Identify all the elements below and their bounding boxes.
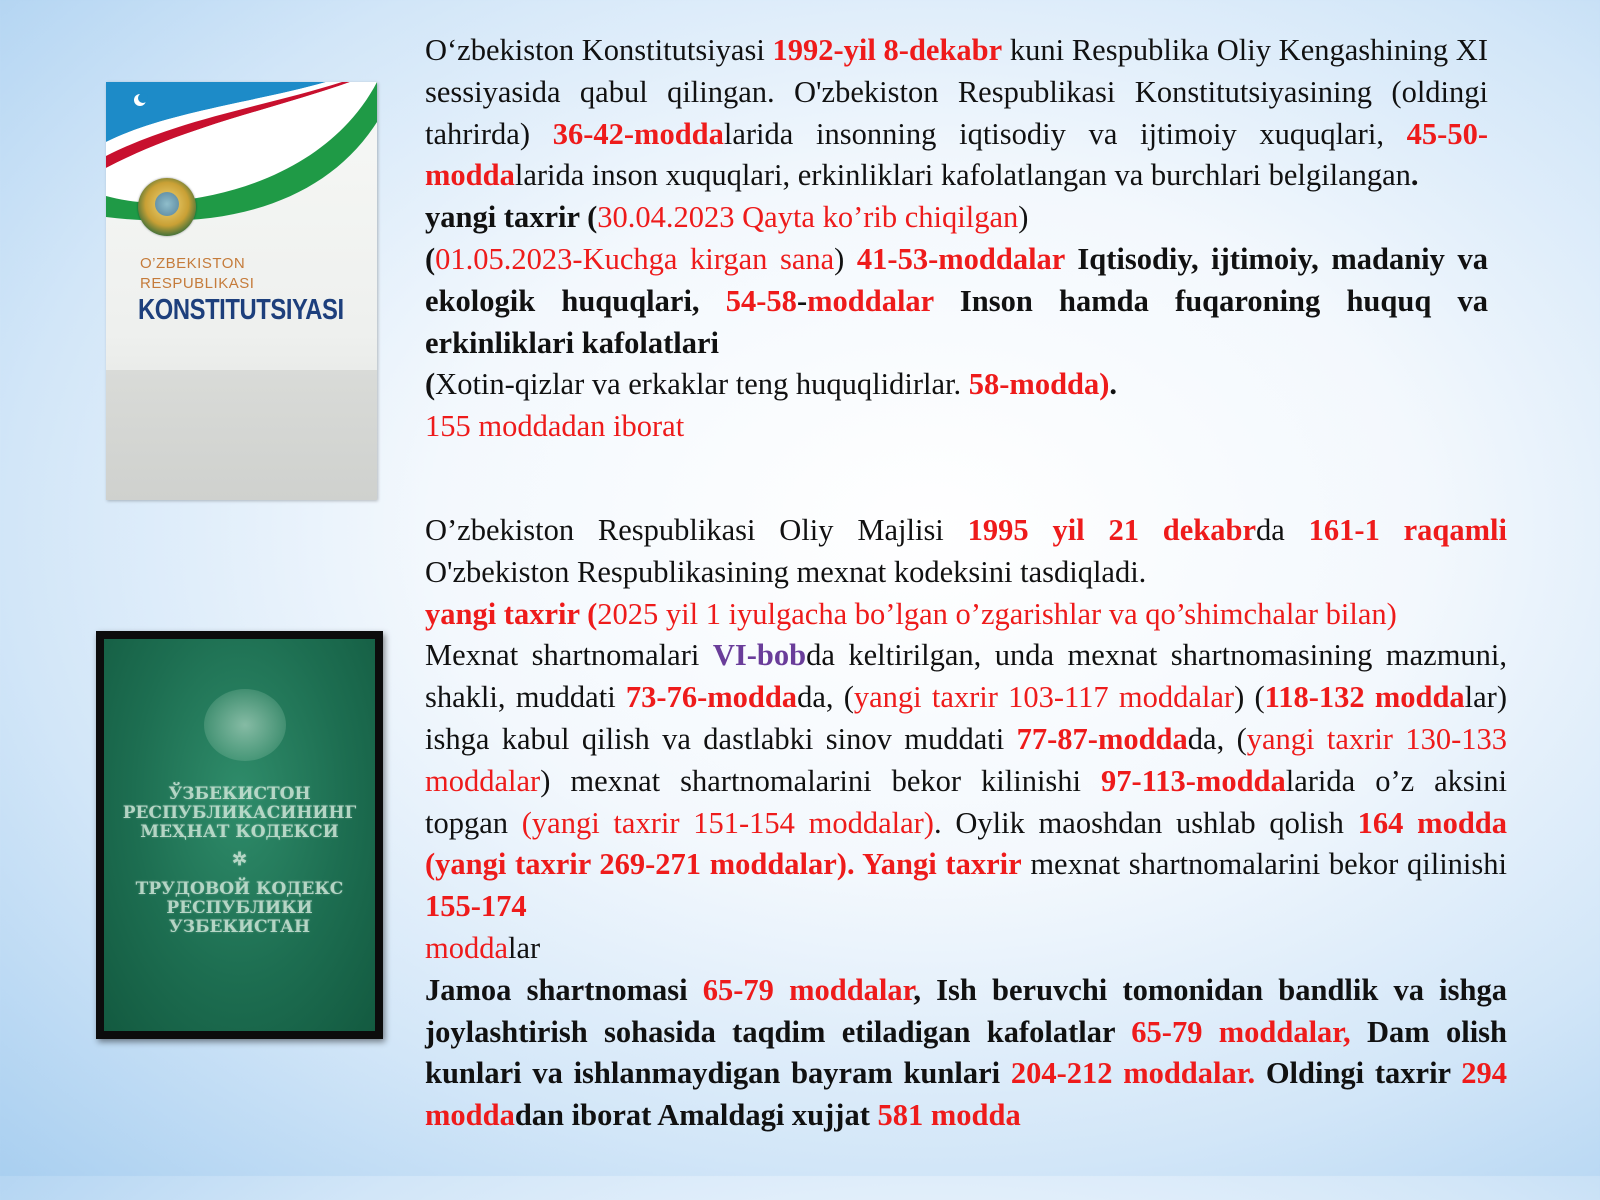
new-edition-articles: (01.05.2023-Kuchga kirgan sana) 41-53-moddalar Iqtisodiy, ijtimoiy, madaniy va ekologik huquqlari, 54-58-moddalar Inson hamda fuqaroning huquq va erkinliklari kafolatlari xyxy=(425,241,1488,360)
new-edition-ref: yangi taxrir 103-117 moddalar xyxy=(853,680,1235,715)
article-ref: 54-58 xyxy=(725,283,797,318)
constitution-paragraph: O‘zbekiston Konstitutsiyasi 1992-yil 8-dekabr kuni Respublika Oliy Kengashining XI sessiyasida qabul qilingan. O'zbekiston Respublikasi Konstitutsiyasining (oldingi tahrirda) 36-42-moddalarida insonning iqtisodiy va ijtimoiy xuquqlari, 45-50-moddalarida inson xuquqlari, erkinliklari kafolatlangan va burchlari belgilangan. xyxy=(425,33,1488,193)
decree-number: 161-1 raqamli xyxy=(1308,513,1507,547)
state-emblem-icon xyxy=(138,178,196,236)
cover-uz-line: МЕҲНАТ КОДЕКСИ xyxy=(140,822,339,842)
article-ref: 155-174 xyxy=(425,889,527,924)
new-edition-ref: (yangi taxrir 151-154 moddalar) xyxy=(521,805,934,840)
cover-line-1: O’ZBEKISTON xyxy=(140,255,246,272)
revision-date: 30.04.2023 Qayta ko’rib chiqilgan xyxy=(597,200,1019,235)
cover-uz-title xyxy=(104,785,375,842)
labor-code-approval: O’zbekiston Respublikasi Oliy Majlisi 1995 yil 21 dekabrda 161-1 raqamli O'zbekiston Respublikasining mexnat kodeksini tasdiqladi. xyxy=(425,513,1507,589)
new-edition-ref: yangi taxrir 130-133 moddalar xyxy=(425,721,1507,798)
labor-new-edition: yangi taxrir (2025 yil 1 iyulgacha bo’lgan o’zgarishlar va qo’shimchalar bilan) xyxy=(425,596,1397,631)
labor-code-cover xyxy=(104,639,375,1031)
article-ref: 58-modda) xyxy=(968,367,1110,402)
cover-line-2: RESPUBLIKASI xyxy=(140,275,255,292)
state-emblem-icon xyxy=(204,689,286,761)
article-ref: 65-79 moddalar xyxy=(702,972,914,1007)
effective-date: 01.05.2023-Kuchga kirgan sana xyxy=(435,241,835,276)
article-ref: 36-42-modda xyxy=(552,116,724,151)
cover-ru-title xyxy=(104,880,375,937)
article-ref: 73-76-modda xyxy=(625,680,798,715)
adoption-date: 1992-yil 8-dekabr xyxy=(772,33,1003,67)
article-ref: 45-50-modda xyxy=(425,116,1488,193)
article-ref: 164 modda (yangi taxrir 269-271 moddalar). Yangi taxrir xyxy=(425,805,1507,882)
flag-graphic xyxy=(106,82,377,282)
article-count: 155 moddadan iborat xyxy=(425,409,685,444)
article-ref: moddalar xyxy=(807,283,934,318)
cover-ru-line: ТРУДОВОЙ КОДЕКС xyxy=(135,879,344,899)
collective-agreement-paragraph: Jamoa shartnomasi 65-79 moddalar, Ish beruvchi tomonidan bandlik va ishga joylashtirish sohasida taqdim etiladigan kafolatlar 65-79 moddalar, Dam olish kunlari va ishlanmaydigan bayram kunlari 204-212 moddalar. Oldingi taxrir 294 moddadan iborat Amaldagi xujjat 581 modda xyxy=(425,972,1508,1133)
new-edition-line: yangi taxrir (30.04.2023 Qayta ko’rib chiqilgan) xyxy=(425,200,1029,235)
constitution-book-image xyxy=(106,82,377,500)
article-ref: 204-212 moddalar. xyxy=(1010,1056,1256,1091)
cover-ru-line: УЗБЕКИСТАН xyxy=(168,917,311,937)
cover-ru-line: РЕСПУБЛИКИ xyxy=(166,898,313,918)
chapter-ref: VI-bob xyxy=(712,638,807,673)
cover-lower-band xyxy=(106,370,377,500)
cover-uz-line: ЎЗБЕКИСТОН xyxy=(168,784,311,804)
article-ref: 77-87-modda xyxy=(1016,721,1188,756)
equality-note: (Xotin-qizlar va erkaklar teng huquqlidirlar. 58-modda). xyxy=(425,367,1118,402)
labor-contracts-paragraph: Mexnat shartnomalari VI-bobda keltirilgan, unda mexnat shartnomasining mazmuni, shakli, muddati 73-76-moddada, (yangi taxrir 103-117 moddalar) (118-132 moddalar) ishga kabul qilish va dastlabki sinov muddati 77-87-moddada, (yangi taxrir 130-133 moddalar) mexnat shartnomalarini bekor kilinishi 97-113-moddalarida o’z aksini topgan (yangi taxrir 151-154 moddalar). Oylik maoshdan ushlab qolish 164 modda (yangi taxrir 269-271 moddalar). Yangi taxrir mexnat shartnomalarini bekor qilinishi 155-174 moddalar xyxy=(425,638,1508,965)
article-ref: 118-132 modda xyxy=(1264,680,1465,715)
article-ref: 97-113-modda xyxy=(1101,763,1286,798)
constitution-text-block xyxy=(425,30,1488,448)
article-ref: 65-79 moddalar, xyxy=(1131,1014,1351,1049)
approval-date: 1995 yil 21 dekabr xyxy=(967,513,1257,547)
labor-code-book-image xyxy=(96,631,383,1039)
cover-title: KONSTITUTSIYASI xyxy=(138,294,344,326)
article-ref: 41-53-moddalar xyxy=(856,241,1065,276)
article-ref: 294 modda xyxy=(425,1056,1507,1133)
star-ornament-icon: ✲ xyxy=(231,849,248,870)
article-ref: 581 modda xyxy=(877,1098,1021,1133)
cover-uz-line: РЕСПУБЛИКАСИНИНГ xyxy=(122,803,357,823)
labor-code-text-block xyxy=(425,510,1507,1137)
